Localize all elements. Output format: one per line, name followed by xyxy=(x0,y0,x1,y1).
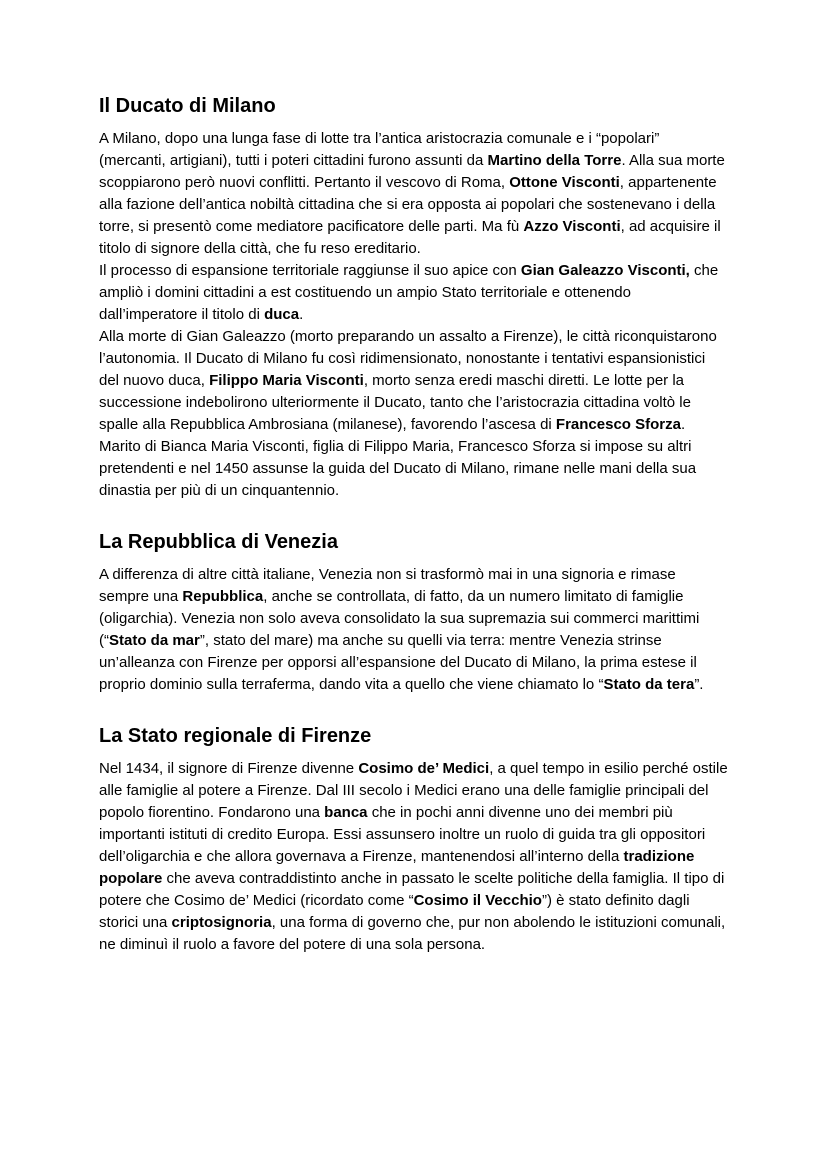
bold-text-run: Stato da tera xyxy=(603,676,695,693)
text-run: . Marito di Bianca Maria Visconti, figlia di Filippo Maria, Francesco Sforza si impose su altri pretendenti e nel 1450 assunse la guida del Ducato di Milano, rimane nelle mani della sua dinastia per più di un cinquantennio. xyxy=(99,416,697,499)
text-run: che in pochi anni divenne uno dei membri più importanti istituti di credito Europa. Essi assunsero inoltre un ruolo di guida tra gli oppositori dell’oligarchia e che allora governava a Firenze, mantenendosi all’interno della xyxy=(99,804,706,865)
text-run: Nel 1434, il signore di Firenze divenne xyxy=(99,760,359,777)
text-run: che aveva contraddistinto anche in passato le scelte politiche della famiglia. Il tipo di potere che Cosimo de’ Medici (ricordato come “ xyxy=(99,870,725,909)
section-la-repubblica-di-venezia xyxy=(99,529,729,696)
section-body-venezia xyxy=(99,564,729,696)
bold-text-run: tradizione popolare xyxy=(99,848,695,887)
paragraph xyxy=(99,564,729,696)
bold-text-run: Cosimo il Vecchio xyxy=(413,892,542,909)
bold-text-run: Martino della Torre xyxy=(487,152,622,169)
paragraph xyxy=(99,260,729,326)
text-run: ”, stato del mare) ma anche su quelli via terra: mentre Venezia strinse un’alleanza con Firenze per opporsi all’espansione del Ducato di Milano, la prima estese il proprio dominio sulla terraferma, dando vita a quello che viene chiamato lo “ xyxy=(99,632,697,693)
bold-text-run: Filippo Maria Visconti xyxy=(209,372,364,389)
bold-text-run: banca xyxy=(324,804,368,821)
bold-text-run: Gian Galeazzo Visconti, xyxy=(520,262,690,279)
bold-text-run: Francesco Sforza xyxy=(555,416,681,433)
text-run: , anche se controllata, di fatto, da un numero limitato di famiglie (oligarchia). Venezia non solo aveva consolidato la sua supremazia sui commerci marittimi (“ xyxy=(99,588,700,649)
paragraph xyxy=(99,326,729,502)
section-heading-venezia: La Repubblica di Venezia xyxy=(99,531,338,553)
bold-text-run: Azzo Visconti xyxy=(523,218,621,235)
text-run: ”) è stato definito dagli storici una xyxy=(99,892,690,931)
text-run: , a quel tempo in esilio perché ostile alle famiglie al potere a Firenze. Dal III secolo i Medici erano una delle famiglie principali del popolo fiorentino. Fondarono una xyxy=(99,760,728,821)
bold-text-run: Repubblica xyxy=(182,588,264,605)
section-body-milano xyxy=(99,128,729,502)
bold-text-run: Ottone Visconti xyxy=(509,174,620,191)
text-run: , ad acquisire il titolo di signore della città, che fu reso ereditario. xyxy=(99,218,721,257)
text-run: Il processo di espansione territoriale raggiunse il suo apice con xyxy=(99,262,521,279)
text-run: , appartenente alla fazione dell’antica nobiltà cittadina che si era opposta ai popolari che sostenevano i della torre, si presentò come mediatore pacificatore delle parti. Ma fù xyxy=(99,174,717,235)
text-run: . Alla sua morte scoppiarono però nuovi conflitti. Pertanto il vescovo di Roma, xyxy=(99,152,725,191)
text-run: , morto senza eredi maschi diretti. Le lotte per la successione indebolirono ulteriormente il Ducato, tanto che l’aristocrazia cittadina voltò le spalle alla Repubblica Ambrosiana (milanese), favorendo l’ascesa di xyxy=(99,372,691,433)
bold-text-run: criptosignoria xyxy=(171,914,272,931)
text-run: Alla morte di Gian Galeazzo (morto preparando un assalto a Firenze), le città riconquistarono l’autonomia. Il Ducato di Milano fu così ridimensionato, nonostante i tentativi espansionistici del nuovo duca, xyxy=(99,328,717,389)
text-run: , una forma di governo che, pur non abolendo le istituzioni comunali, ne diminuì il ruolo a favore del potere di una sola persona. xyxy=(99,914,726,953)
text-run: . xyxy=(299,306,304,323)
text-run: ”. xyxy=(694,676,704,693)
section-heading-firenze: La Stato regionale di Firenze xyxy=(99,725,372,747)
section-il-ducato-di-milano xyxy=(99,93,729,502)
text-run: A differenza di altre città italiane, Venezia non si trasformò mai in una signoria e rimase sempre una xyxy=(99,566,676,605)
bold-text-run: duca xyxy=(264,306,300,323)
text-run: che ampliò i domini cittadini a est costituendo un ampio Stato territoriale e ottenendo dall’imperatore il titolo di xyxy=(99,262,719,323)
section-heading-milano: Il Ducato di Milano xyxy=(99,95,276,117)
text-run: A Milano, dopo una lunga fase di lotte tra l’antica aristocrazia comunale e i “popolari” (mercanti, artigiani), tutti i poteri cittadini furono assunti da xyxy=(99,130,660,169)
bold-text-run: Stato da mar xyxy=(109,632,200,649)
bold-text-run: Cosimo de’ Medici xyxy=(358,760,490,777)
paragraph xyxy=(99,758,729,956)
paragraph xyxy=(99,128,729,260)
section-la-stato-regionale-di-firenze xyxy=(99,723,729,956)
section-body-firenze xyxy=(99,758,729,956)
